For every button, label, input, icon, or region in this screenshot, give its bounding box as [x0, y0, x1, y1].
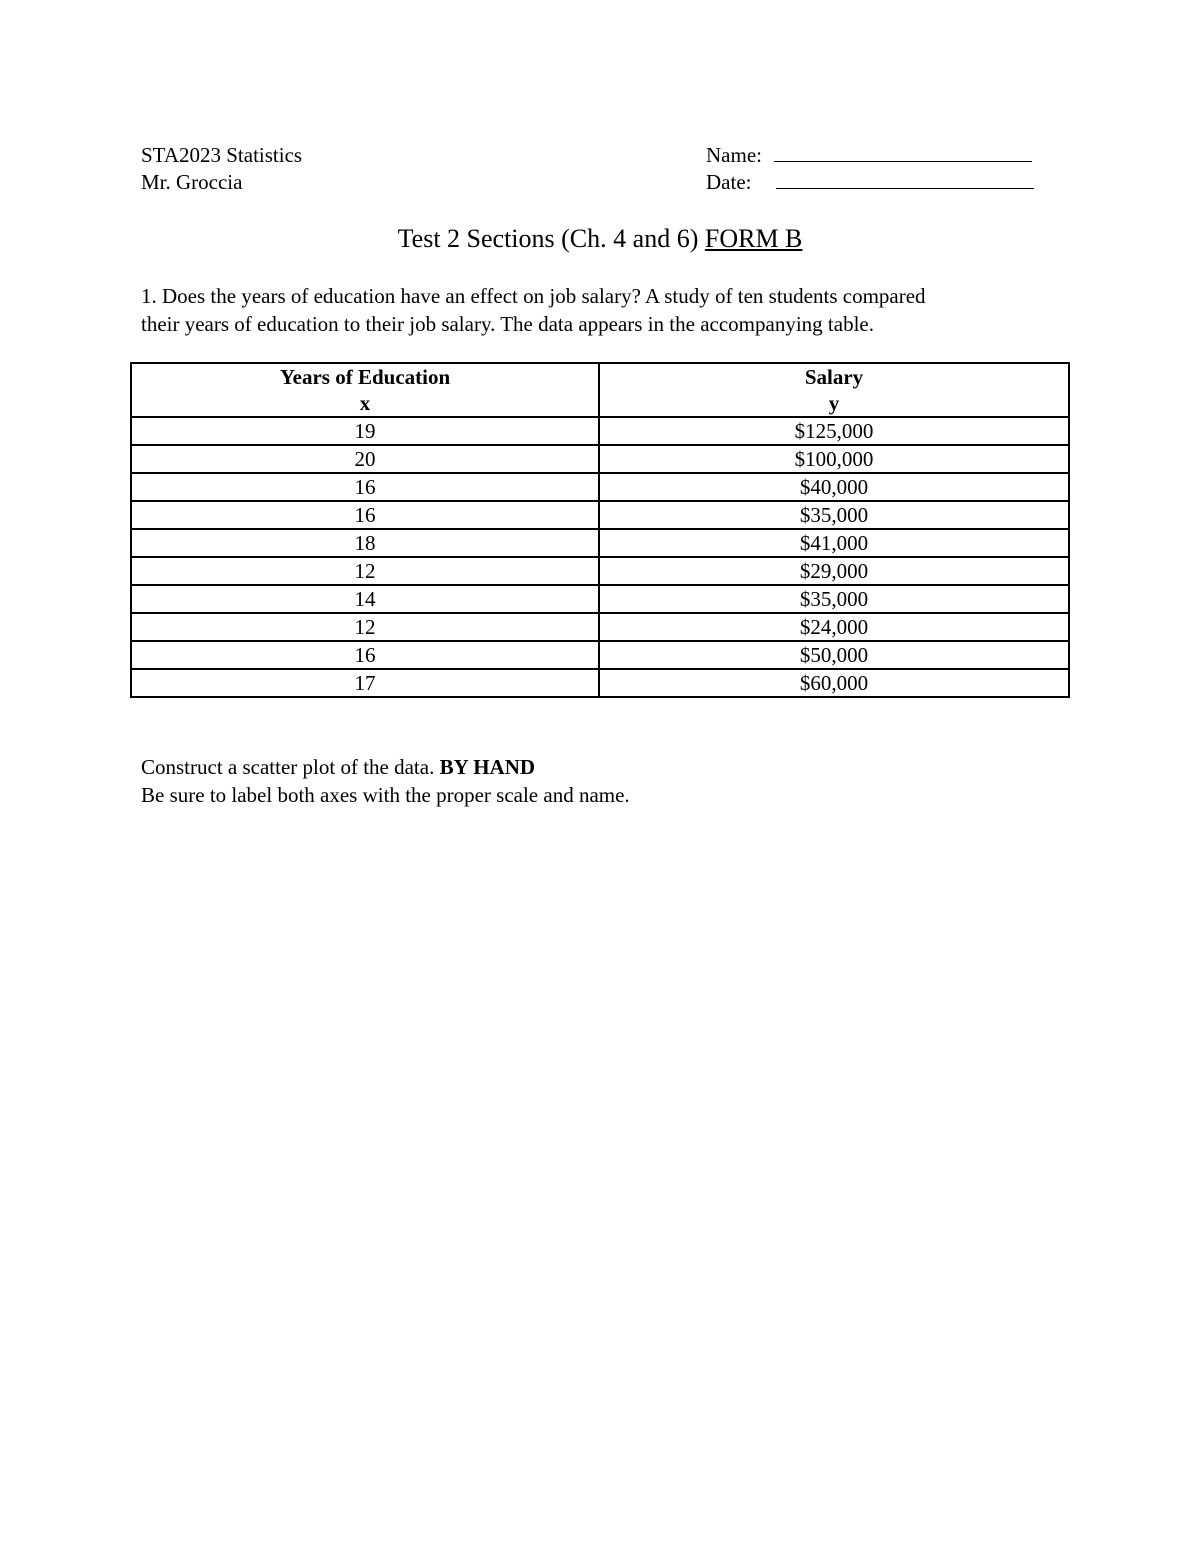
question-line-1: 1. Does the years of education have an effect on job salary? A study of ten students compared [141, 284, 926, 308]
header-col2-label: Salary [804, 365, 864, 389]
title-text: Test 2 Sections (Ch. 4 and 6) [397, 224, 699, 253]
instruction-line-1 [141, 753, 630, 781]
table-row [131, 585, 1069, 613]
instructions [141, 753, 630, 809]
question-1 [141, 282, 1061, 338]
salary-cell: $50,000 [599, 641, 1069, 669]
table-header-row [131, 363, 1069, 417]
salary-cell: $35,000 [599, 585, 1069, 613]
by-hand-emphasis: BY HAND [439, 755, 536, 779]
date-field [706, 169, 1034, 196]
date-blank-line[interactable] [776, 170, 1034, 189]
instruction-text: Construct a scatter plot of the data. [141, 755, 440, 779]
data-table [130, 362, 1070, 698]
years-cell: 14 [131, 585, 599, 613]
table-row [131, 417, 1069, 445]
header-years-of-education [131, 363, 599, 417]
years-cell: 12 [131, 557, 599, 585]
table-row [131, 557, 1069, 585]
question-line-2: their years of education to their job salary. The data appears in the accompanying table. [141, 312, 874, 336]
salary-cell: $35,000 [599, 501, 1069, 529]
form-label: FORM B [704, 224, 803, 253]
header-col1-variable: x [359, 391, 371, 415]
course-name: STA2023 Statistics [141, 143, 303, 167]
course-info [141, 142, 302, 196]
table-row [131, 473, 1069, 501]
years-cell: 17 [131, 669, 599, 697]
table-body [131, 417, 1069, 697]
student-fields [706, 142, 1034, 196]
salary-cell: $24,000 [599, 613, 1069, 641]
name-blank-line[interactable] [774, 143, 1032, 162]
years-cell: 16 [131, 501, 599, 529]
table-row [131, 669, 1069, 697]
salary-cell: $29,000 [599, 557, 1069, 585]
instructor-name: Mr. Groccia [141, 170, 243, 194]
salary-cell: $60,000 [599, 669, 1069, 697]
salary-cell: $41,000 [599, 529, 1069, 557]
years-cell: 16 [131, 473, 599, 501]
salary-cell: $125,000 [599, 417, 1069, 445]
table-row [131, 529, 1069, 557]
years-cell: 16 [131, 641, 599, 669]
table-row [131, 641, 1069, 669]
table-row [131, 501, 1069, 529]
table-row [131, 445, 1069, 473]
years-cell: 19 [131, 417, 599, 445]
years-cell: 20 [131, 445, 599, 473]
years-cell: 12 [131, 613, 599, 641]
table-row [131, 613, 1069, 641]
header-col1-label: Years of Education [279, 365, 451, 389]
instruction-line-2: Be sure to label both axes with the proper scale and name. [141, 783, 630, 807]
page-title [0, 223, 1200, 255]
date-label: Date: [706, 170, 752, 194]
name-label: Name: [706, 143, 762, 167]
salary-cell: $40,000 [599, 473, 1069, 501]
years-cell: 18 [131, 529, 599, 557]
name-field [706, 142, 1034, 169]
header-salary [599, 363, 1069, 417]
header-col2-variable: y [828, 391, 840, 415]
salary-cell: $100,000 [599, 445, 1069, 473]
